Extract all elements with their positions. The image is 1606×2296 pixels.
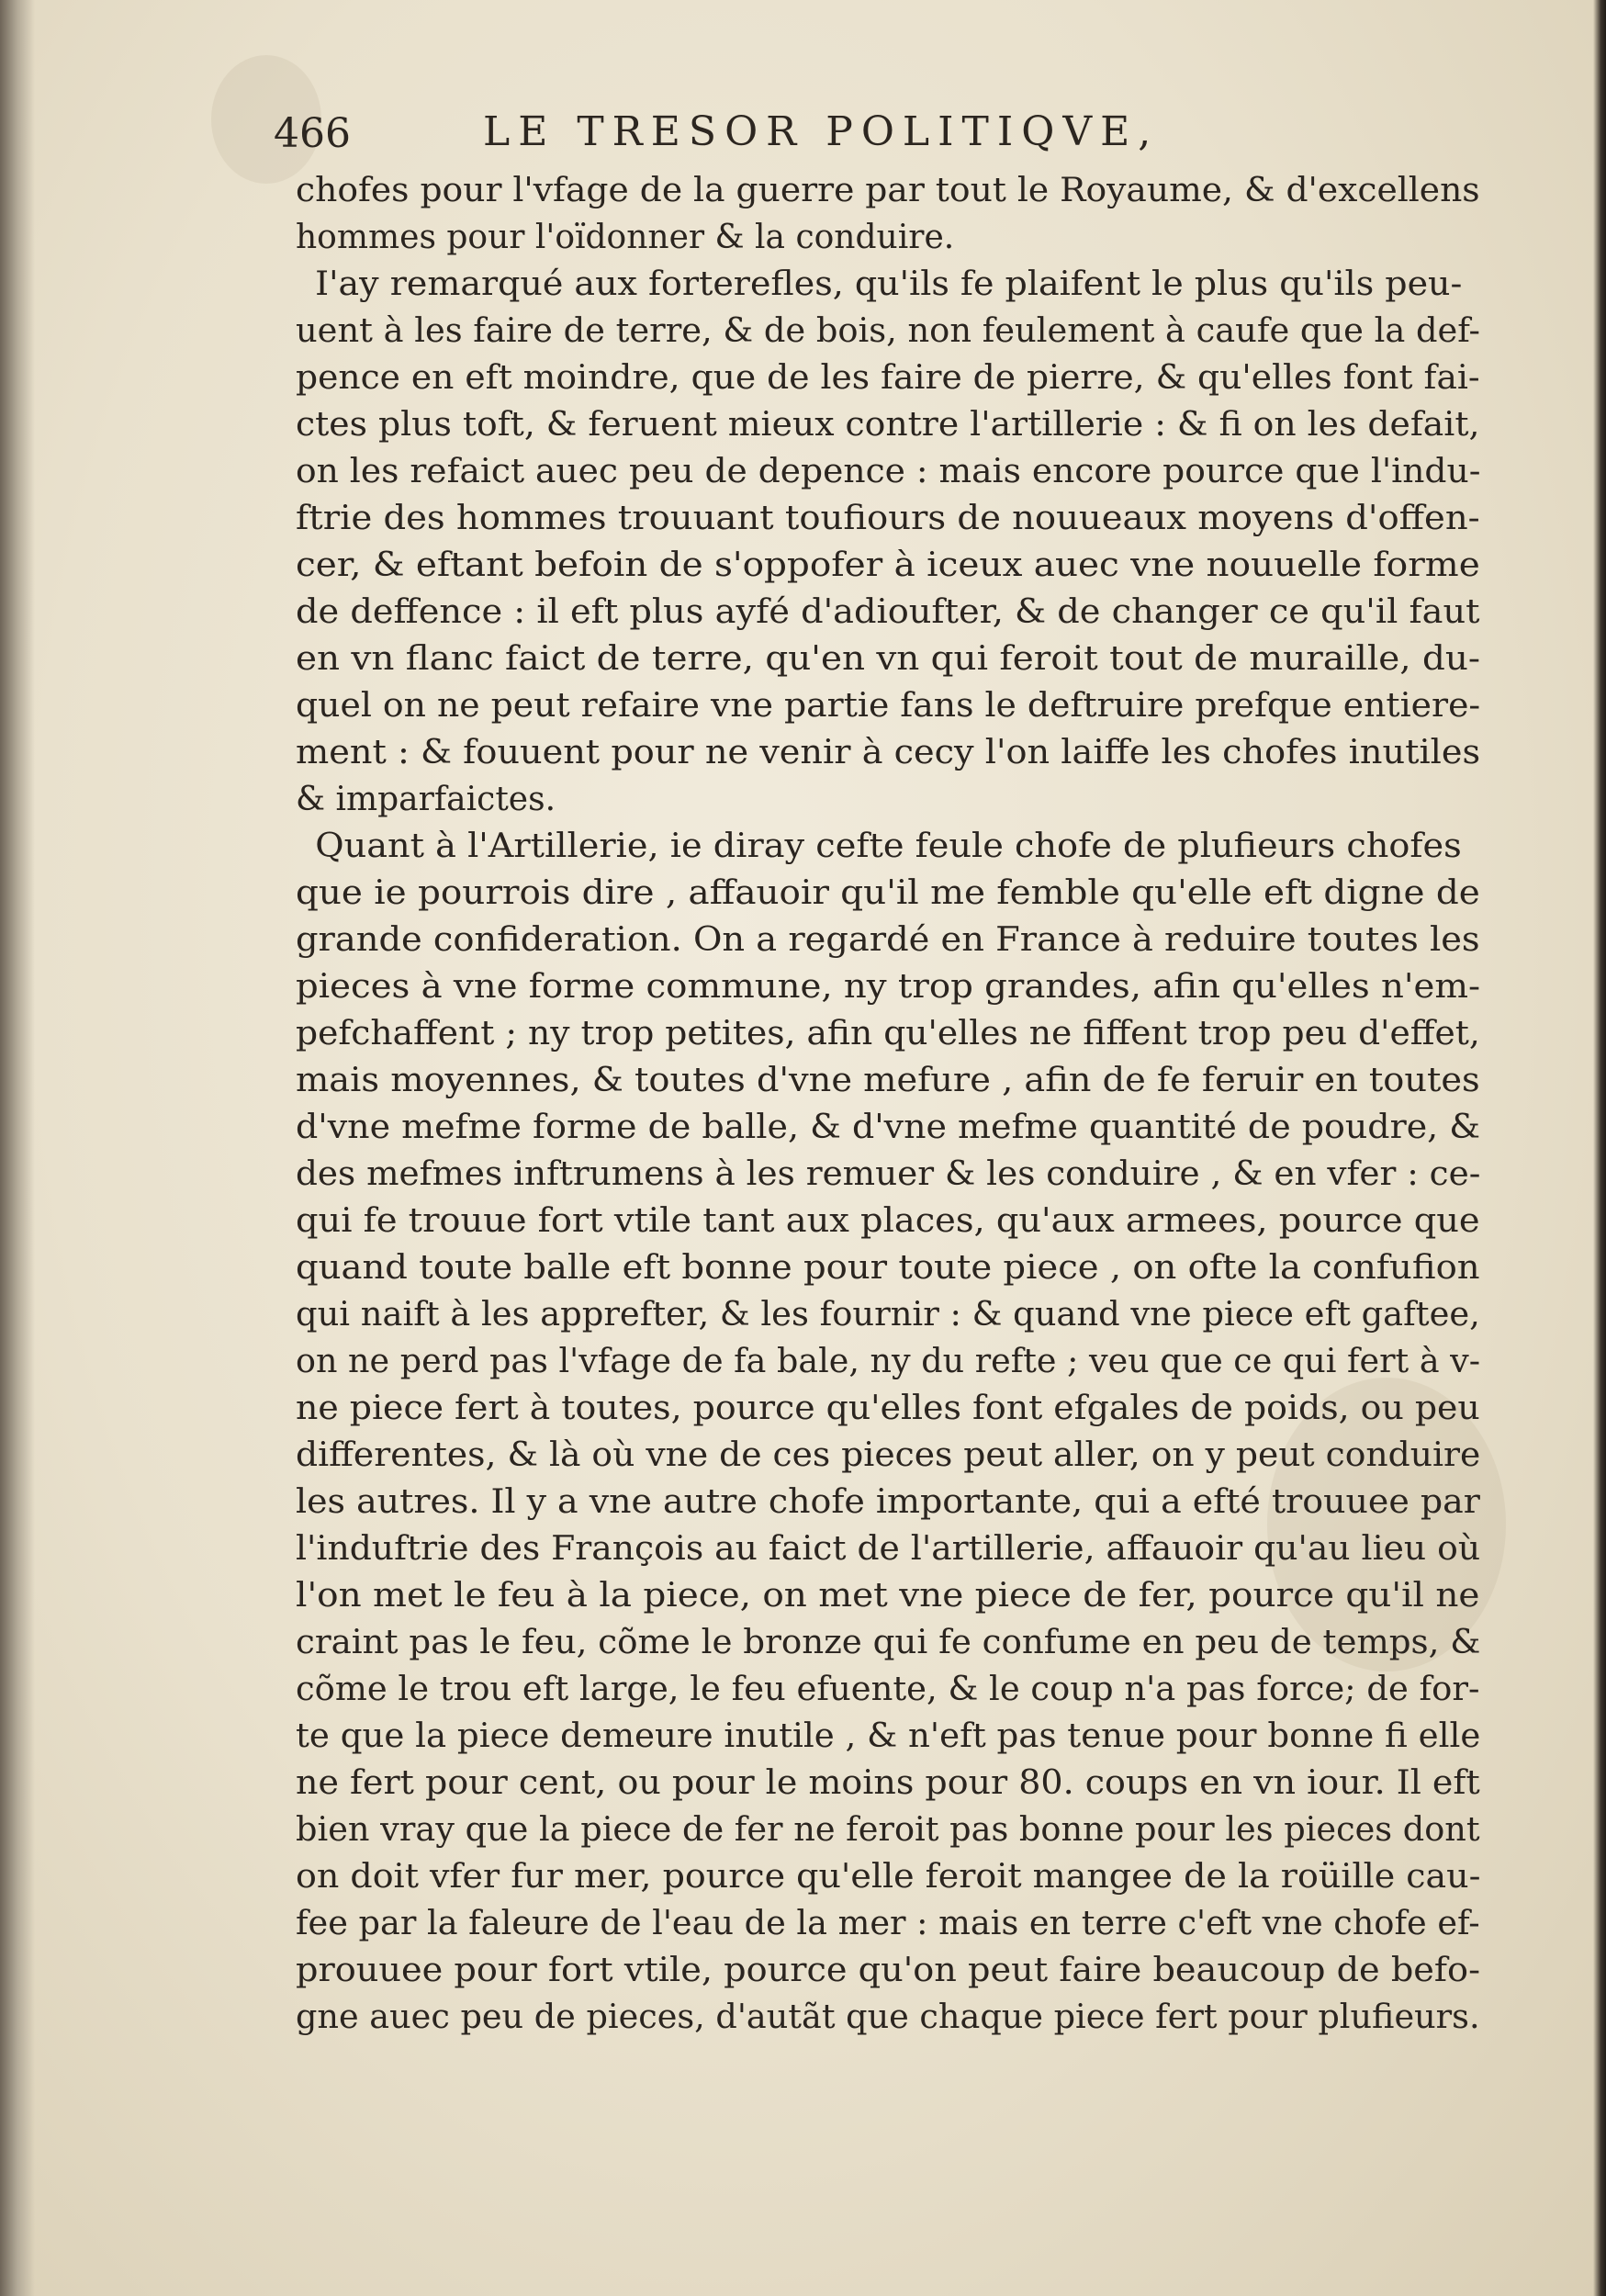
text-line: I'ay remarqué aux forterefles, qu'ils fe plaifent le plus qu'ils peu-	[315, 265, 1463, 303]
text-line: cer, & eftant befoin de s'oppofer à iceux auec vne nouuelle forme	[296, 546, 1480, 584]
text-line: en vn flanc faict de terre, qu'en vn qui feroit tout de muraille, du-	[296, 640, 1481, 678]
text-line: ne fert pour cent, ou pour le moins pour 80. coups en vn iour. Il eft	[296, 1764, 1480, 1802]
running-title: LE TRESOR POLITIQVE,	[483, 108, 1160, 155]
paragraph	[296, 167, 1480, 261]
page-number: 466	[274, 110, 351, 157]
text-line: ment : & fouuent pour ne venir à cecy l'on laiffe les chofes inutiles	[296, 734, 1481, 771]
text-line: on ne perd pas l'vfage de fa bale, ny du refte ; veu que ce qui fert à v-	[296, 1343, 1481, 1380]
text-line: cõme le trou eft large, le feu efuente, & le coup n'a pas force; de for-	[296, 1671, 1480, 1708]
page-header	[274, 99, 1376, 163]
text-line: que ie pourrois dire , affauoir qu'il me femble qu'elle eft digne de	[296, 874, 1480, 912]
text-line: des mefmes inftrumens à les remuer & les conduire , & en vfer : ce-	[296, 1155, 1481, 1193]
text-line: quel on ne peut refaire vne partie fans le deftruire prefque entiere-	[296, 687, 1481, 725]
text-line: qui fe trouue fort vtile tant aux places, qu'aux armees, pource que	[296, 1202, 1480, 1240]
text-line: hommes pour l'oïdonner & la conduire.	[296, 219, 955, 256]
text-line: Quant à l'Artillerie, ie diray cefte feule chofe de plufieurs chofes	[315, 827, 1462, 865]
text-line: d'vne mefme forme de balle, & d'vne mefme quantité de poudre, &	[296, 1109, 1481, 1146]
text-line: fee par la faleure de l'eau de la mer : mais en terre c'eft vne chofe ef-	[296, 1905, 1480, 1942]
text-line: gne auec peu de pieces, d'autãt que chaque piece fert pour plufieurs.	[296, 1998, 1480, 2036]
text-line: differentes, & là où vne de ces pieces peut aller, on y peut conduire	[296, 1436, 1481, 1474]
text-line: mais moyennes, & toutes d'vne mefure , afin de fe feruir en toutes	[296, 1062, 1480, 1099]
text-line: l'induftrie des François au faict de l'artillerie, affauoir qu'au lieu où	[296, 1530, 1481, 1568]
page-edge	[1593, 0, 1606, 2296]
text-line: te que la piece demeure inutile , & n'eft pas tenue pour bonne fi elle	[296, 1717, 1481, 1755]
text-line: qui naift à les apprefter, & les fournir : & quand vne piece eft gaftee,	[296, 1296, 1480, 1334]
text-line: grande confideration. On a regardé en France à reduire toutes les	[296, 921, 1480, 959]
gutter-shadow	[0, 0, 35, 2296]
text-line: chofes pour l'vfage de la guerre par tout le Royaume, & d'excellens	[296, 172, 1480, 209]
text-line: les autres. Il y a vne autre chofe importante, qui a efté trouuee par	[296, 1483, 1480, 1521]
body-text	[296, 167, 1480, 2041]
paragraph	[296, 823, 1480, 2041]
text-line: de deffence : il eft plus ayfé d'adioufter, & de changer ce qu'il faut	[296, 593, 1480, 631]
text-line: ftrie des hommes trouuant toufiours de nouueaux moyens d'offen-	[296, 500, 1480, 537]
text-line: & imparfaictes.	[296, 781, 556, 818]
text-line: ne piece fert à toutes, pource qu'elles font efgales de poids, ou peu	[296, 1390, 1480, 1427]
text-line: bien vray que la piece de fer ne feroit pas bonne pour les pieces dont	[296, 1811, 1480, 1849]
text-line: prouuee pour fort vtile, pource qu'on peut faire beaucoup de befo-	[296, 1952, 1480, 1989]
text-line: craint pas le feu, cõme le bronze qui fe confume en peu de temps, &	[296, 1624, 1481, 1661]
text-line: on les refaict auec peu de depence : mais encore pource que l'indu-	[296, 453, 1481, 490]
text-line: quand toute balle eft bonne pour toute piece , on ofte la confufion	[296, 1249, 1480, 1287]
text-line: l'on met le feu à la piece, on met vne piece de fer, pource qu'il ne	[296, 1577, 1480, 1615]
text-line: pence en eft moindre, que de les faire de pierre, & qu'elles font fai-	[296, 359, 1480, 397]
paragraph	[296, 261, 1480, 823]
text-line: ctes plus toft, & feruent mieux contre l'artillerie : & fi on les defait,	[296, 406, 1480, 444]
text-line: pieces à vne forme commune, ny trop grandes, afin qu'elles n'em-	[296, 968, 1481, 1006]
text-line: on doit vfer fur mer, pource qu'elle feroit mangee de la roüille cau-	[296, 1858, 1481, 1896]
text-line: uent à les faire de terre, & de bois, non feulement à caufe que la def-	[296, 312, 1480, 350]
text-line: pefchaffent ; ny trop petites, afin qu'elles ne fiffent trop peu d'effet,	[296, 1015, 1480, 1052]
